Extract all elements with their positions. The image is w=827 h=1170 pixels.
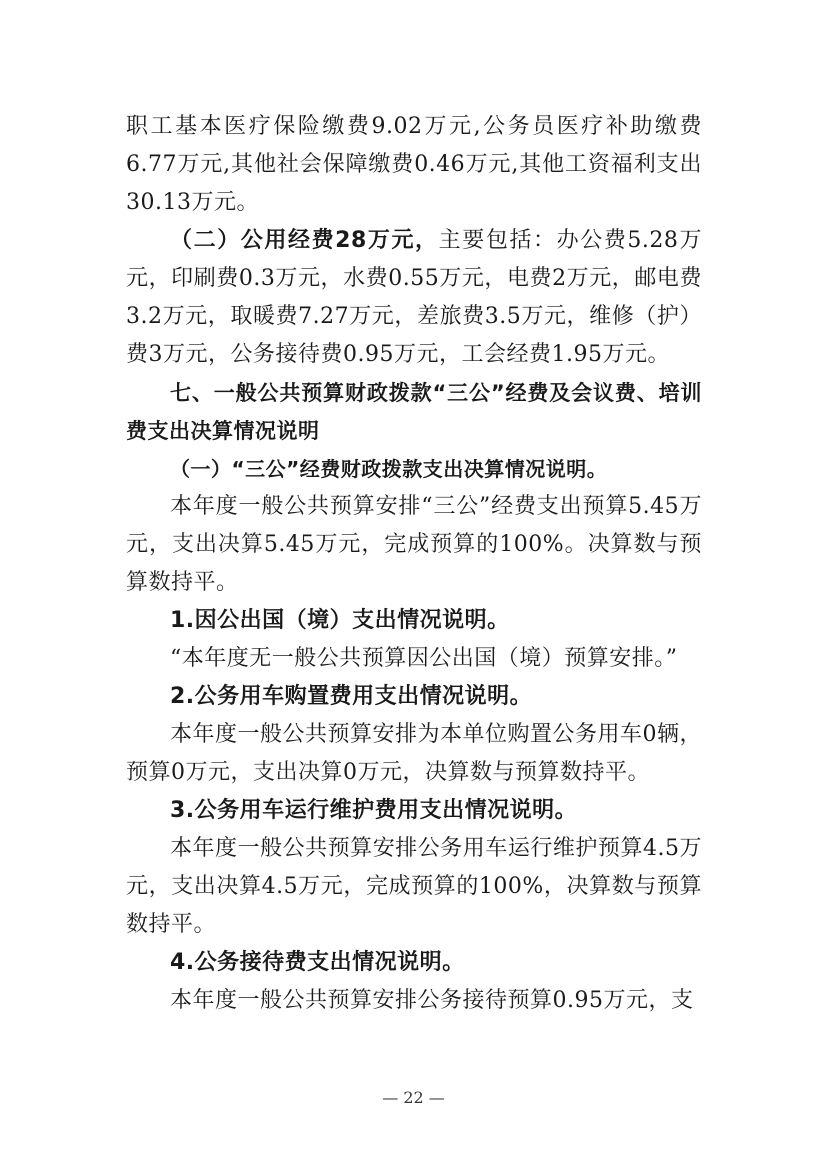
paragraph-three-public-budget: 本年度一般公共预算安排“三公”经费支出预算5.45万元，支出决算5.45万元，完成预算的100%。决算数与预算数持平。: [126, 494, 702, 595]
item-vehicle-purchase: 2.公务用车购置费用支出情况说明。: [170, 684, 533, 709]
paragraph-overseas-trips: “本年度无一般公共预算因公出国（境）预算安排。”: [170, 646, 678, 671]
paragraph-public-funds: [126, 222, 702, 374]
public-funds-lead: （二）公用经费28万元，: [170, 228, 439, 253]
paragraph-welfare-expenses: 职工基本医疗保险缴费9.02万元,公务员医疗补助缴费6.77万元,其他社会保障缴费0.46万元,其他工资福利支出30.13万元。: [126, 114, 702, 215]
public-funds-details: 主要包括：办公费5.28万元，印刷费0.3万元，水费0.55万元，电费2万元，邮电费3.2万元，取暖费7.27万元，差旅费3.5万元，维修（护）费3万元，公务接待费0.95万元，工会经费1.95万元。: [126, 228, 702, 367]
paragraph-vehicle-maintenance: 本年度一般公共预算安排公务用车运行维护预算4.5万元，支出决算4.5万元，完成预算的100%，决算数与预算数持平。: [126, 836, 702, 937]
paragraph-vehicle-purchase: 本年度一般公共预算安排为本单位购置公务用车0辆，预算0万元，支出决算0万元，决算数与预算数持平。: [126, 722, 702, 785]
document-body: [126, 108, 702, 1020]
page-number: — 22 —: [382, 1088, 445, 1107]
subheading-three-public: （一）“三公”经费财政拨款支出决算情况说明。: [170, 457, 608, 481]
item-vehicle-maintenance: 3.公务用车运行维护费用支出情况说明。: [170, 798, 578, 823]
section-heading-seven: 七、一般公共预算财政拨款“三公”经费及会议费、培训费支出决算情况说明: [126, 381, 702, 443]
item-reception: 4.公务接待费支出情况说明。: [170, 950, 465, 975]
item-overseas-trips: 1.因公出国（境）支出情况说明。: [170, 608, 510, 633]
paragraph-reception: 本年度一般公共预算安排公务接待预算0.95万元，支: [170, 988, 694, 1013]
